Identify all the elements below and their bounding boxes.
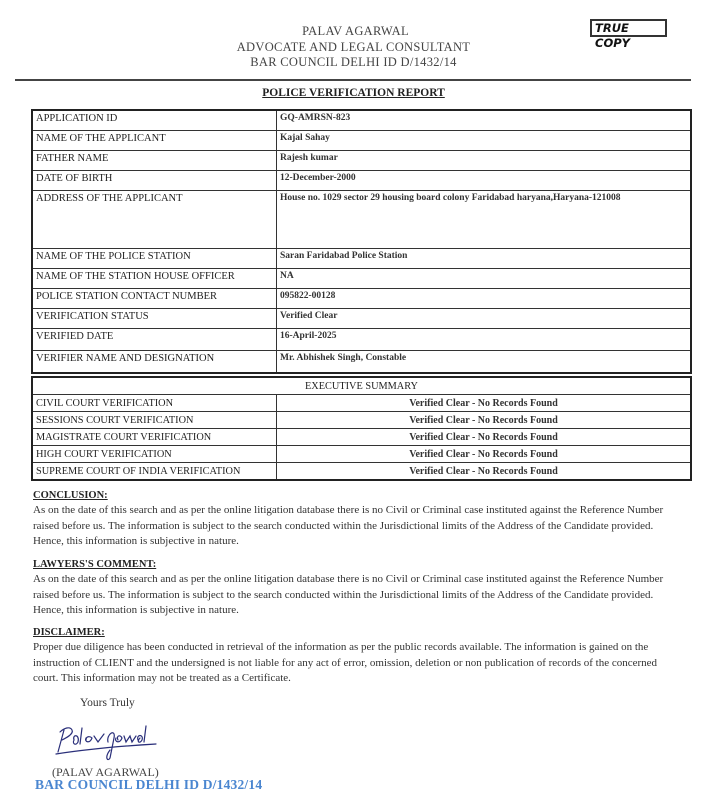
info-value: 095822-00128 xyxy=(277,289,692,309)
advocate-title: ADVOCATE AND LEGAL CONSULTANT xyxy=(236,39,471,54)
info-row xyxy=(32,191,691,249)
disclaimer-heading: DISCLAIMER: xyxy=(33,627,105,638)
report-title: POLICE VERIFICATION REPORT xyxy=(262,87,445,99)
court-verification-status: Verified Clear - No Records Found xyxy=(277,395,692,412)
info-value: Saran Faridabad Police Station xyxy=(277,249,692,269)
info-row xyxy=(32,171,691,191)
court-name: SESSIONS COURT VERIFICATION xyxy=(32,412,277,429)
info-row xyxy=(32,351,691,374)
executive-summary-table xyxy=(31,376,692,481)
signature-icon xyxy=(52,718,162,766)
info-row xyxy=(32,249,691,269)
info-value: GQ-AMRSN-823 xyxy=(277,110,692,131)
info-value: House no. 1029 sector 29 housing board colony Faridabad haryana,Haryana-121008 xyxy=(277,191,692,249)
court-verification-row xyxy=(32,395,691,412)
info-row xyxy=(32,269,691,289)
info-value: Verified Clear xyxy=(277,309,692,329)
court-verification-row xyxy=(32,429,691,446)
info-row xyxy=(32,110,691,131)
court-verification-status: Verified Clear - No Records Found xyxy=(277,412,692,429)
info-row xyxy=(32,289,691,309)
info-label: VERIFIER NAME AND DESIGNATION xyxy=(32,351,277,374)
disclaimer-text: Proper due diligence has been conducted in retrieval of the information as per the public records available. The information is gained on the instruction of CLIENT and the undersigned is not liable for any act of error, omission, deletion or non publication of records of the concerned court. This information may not be treated as a Certificate. xyxy=(33,641,658,684)
info-value: 16-April-2025 xyxy=(277,329,692,351)
signatory-name: (PALAV AGARWAL) xyxy=(52,765,159,779)
info-value: Mr. Abhishek Singh, Constable xyxy=(277,351,692,374)
info-row xyxy=(32,151,691,171)
info-label: VERIFIED DATE xyxy=(32,329,277,351)
lawyers-comment-text: As on the date of this search and as per the online litigation database there is no Civil or Criminal case instituted against the Reference Number raised before us. The information is subject to the search conducted within the Jurisdictional limits of the Address of the Candidate provided. Hence, this information is subjective in nature. xyxy=(33,573,664,616)
info-row xyxy=(32,131,691,151)
info-label: DATE OF BIRTH xyxy=(32,171,277,191)
info-label: NAME OF THE STATION HOUSE OFFICER xyxy=(32,269,277,289)
closing-text: Yours Truly xyxy=(80,697,135,709)
signatory-bar-id: BAR COUNCIL DELHI ID D/1432/14 xyxy=(35,777,263,792)
info-value: NA xyxy=(277,269,692,289)
info-label: NAME OF THE POLICE STATION xyxy=(32,249,277,269)
disclaimer-section xyxy=(33,626,673,687)
executive-summary-header-row xyxy=(32,377,691,395)
info-label: NAME OF THE APPLICANT xyxy=(32,131,277,151)
info-row xyxy=(32,329,691,351)
info-value: Kajal Sahay xyxy=(277,131,692,151)
court-verification-row xyxy=(32,446,691,463)
court-verification-row xyxy=(32,412,691,429)
executive-summary-title: EXECUTIVE SUMMARY xyxy=(32,377,691,395)
court-verification-row xyxy=(32,463,691,481)
court-name: MAGISTRATE COURT VERIFICATION xyxy=(32,429,277,446)
info-row xyxy=(32,309,691,329)
info-label: VERIFICATION STATUS xyxy=(32,309,277,329)
conclusion-section xyxy=(33,489,673,550)
info-label: ADDRESS OF THE APPLICANT xyxy=(32,191,277,249)
info-value: Rajesh kumar xyxy=(277,151,692,171)
lawyers-comment-heading: LAWYERS'S COMMENT: xyxy=(33,559,157,570)
court-name: CIVIL COURT VERIFICATION xyxy=(32,395,277,412)
court-verification-status: Verified Clear - No Records Found xyxy=(277,463,692,481)
info-label: POLICE STATION CONTACT NUMBER xyxy=(32,289,277,309)
info-label: APPLICATION ID xyxy=(32,110,277,131)
advocate-name: PALAV AGARWAL xyxy=(302,24,409,38)
info-value: 12-December-2000 xyxy=(277,171,692,191)
info-label: FATHER NAME xyxy=(32,151,277,171)
lawyers-comment-section xyxy=(33,558,673,619)
court-verification-status: Verified Clear - No Records Found xyxy=(277,429,692,446)
applicant-info-table xyxy=(31,109,692,374)
header-divider xyxy=(15,79,691,81)
true-copy-stamp: TRUE COPY xyxy=(590,19,667,37)
court-name: SUPREME COURT OF INDIA VERIFICATION xyxy=(32,463,277,481)
conclusion-heading: CONCLUSION: xyxy=(33,490,108,501)
advocate-bar-id: BAR COUNCIL DELHI ID D/1432/14 xyxy=(250,55,457,69)
court-verification-status: Verified Clear - No Records Found xyxy=(277,446,692,463)
conclusion-text: As on the date of this search and as per the online litigation database there is no Civil or Criminal case instituted against the Reference Number raised before us. The information is subject to the search conducted within the Jurisdictional limits of the Address of the Candidate provided. Hence, this information is subjective in nature. xyxy=(33,504,664,547)
court-name: HIGH COURT VERIFICATION xyxy=(32,446,277,463)
